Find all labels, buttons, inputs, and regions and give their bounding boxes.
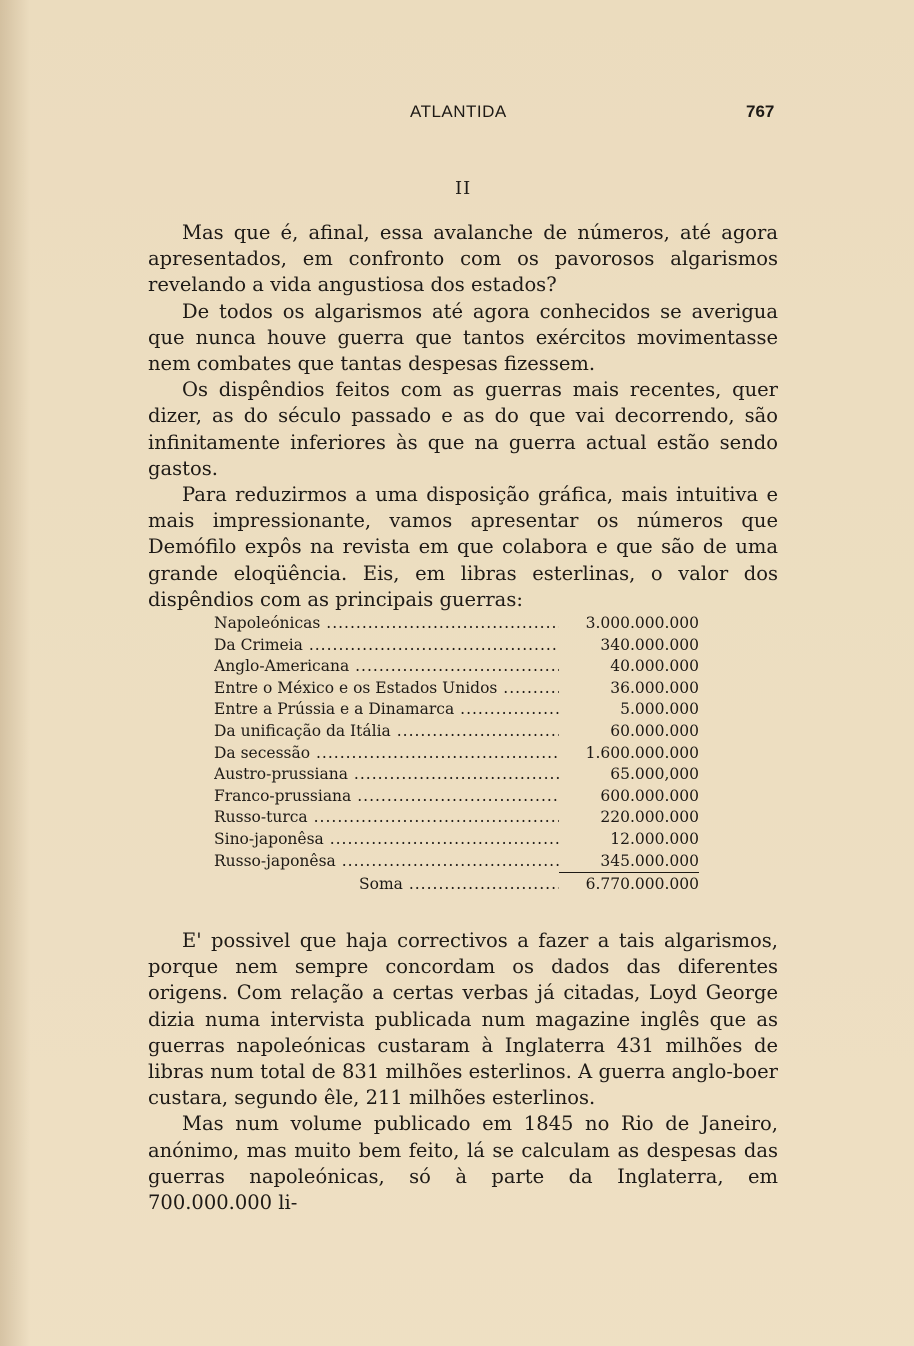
table-row: [214, 851, 704, 873]
war-cost: 65.000,000: [610, 765, 699, 784]
table-row: [214, 613, 704, 635]
paragraph: Mas que é, afinal, essa avalanche de números, até agora apresentados, em confronto com os pavorosos algarismos revelando a vida angustiosa dos estados?: [148, 221, 778, 297]
war-cost: 345.000.000: [559, 851, 699, 874]
war-cost: 12.000.000: [610, 829, 699, 848]
war-cost: 60.000.000: [610, 721, 699, 740]
sum-value: 6.770.000.000: [585, 875, 699, 894]
war-name: Franco-prussiana .....: [214, 786, 559, 808]
war-cost: 40.000.000: [610, 657, 699, 676]
war-cost: 340.000.000: [600, 635, 699, 654]
war-name: Russo-turca .....: [214, 807, 559, 829]
running-title: ATLANTIDA: [410, 102, 507, 121]
war-cost: 600.000.000: [600, 786, 699, 805]
body-text-bottom: [148, 928, 778, 1216]
body-text-top: [148, 220, 778, 613]
table-row: [214, 786, 704, 808]
war-name: Da Crimeia .....: [214, 635, 559, 657]
table-row: [214, 764, 704, 786]
table-row: [214, 635, 704, 657]
war-name: Entre o México e os Estados Unidos .....: [214, 678, 559, 700]
table-row: [214, 699, 704, 721]
table-row: [214, 829, 704, 851]
war-name: Da unificação da Itália .....: [214, 721, 559, 743]
paragraph: E' possivel que haja correctivos a fazer a tais algarismos, porque nem sempre concordam os dados das diferentes origens. Com relação a certas verbas já citadas, Loyd George dizia numa intervista publicada num magazine inglês que as guerras napoleónicas custaram à Inglaterra 431 milhões de libras num total de 831 milhões esterlinos. A guerra anglo-boer custara, segundo êle, 211 milhões esterlinos.: [148, 929, 778, 1110]
table-row: [214, 656, 704, 678]
war-name: Entre a Prússia e a Dinamarca .....: [214, 699, 559, 721]
war-name: Austro-prussiana .....: [214, 764, 559, 786]
war-name: Anglo-Americana .....: [214, 656, 559, 678]
war-expenses-table: [214, 613, 704, 898]
war-name: Napoleónicas .....: [214, 613, 559, 635]
running-head: [0, 102, 914, 126]
table-row: [214, 807, 704, 829]
paragraph: Os dispêndios feitos com as guerras mais recentes, quer dizer, as do século passado e as do que vai decorrendo, são infinitamente inferiores às que na guerra actual estão sendo gastos.: [148, 378, 778, 480]
paragraph: Para reduzirmos a uma disposição gráfica, mais intuitiva e mais impressionante, vamos apresentar os números que Demófilo expôs na revista em que colabora e que são de uma grande eloqüência. Eis, em libras esterlinas, o valor dos dispêndios com as principais guerras:: [148, 483, 778, 611]
table-row: [214, 743, 704, 765]
war-cost: 36.000.000: [610, 678, 699, 697]
war-cost: 1.600.000.000: [585, 743, 699, 762]
table-row: [214, 721, 704, 743]
section-number: II: [455, 178, 472, 199]
page-number: 767: [746, 102, 775, 121]
war-name: Da secessão .....: [214, 743, 559, 765]
war-cost: 5.000.000: [620, 700, 699, 719]
paragraph: De todos os algarismos até agora conhecidos se averigua que nunca houve guerra que tantos exércitos movimentasse nem combates que tantas despesas fizessem.: [148, 299, 778, 376]
table-row: [214, 678, 704, 700]
war-name: Sino-japonêsa .....: [214, 829, 559, 851]
sum-label: Soma .....: [214, 874, 559, 896]
war-name: Russo-japonêsa .....: [214, 851, 559, 873]
war-cost: 220.000.000: [600, 808, 699, 827]
table-sum-row: [214, 874, 704, 898]
war-cost: 3.000.000.000: [585, 614, 699, 632]
paragraph: Mas num volume publicado em 1845 no Rio de Janeiro, anónimo, mas muito bem feito, lá se calculam as despesas das guerras napoleónicas, só à parte da Inglaterra, em 700.000.000 li-: [148, 1112, 778, 1215]
